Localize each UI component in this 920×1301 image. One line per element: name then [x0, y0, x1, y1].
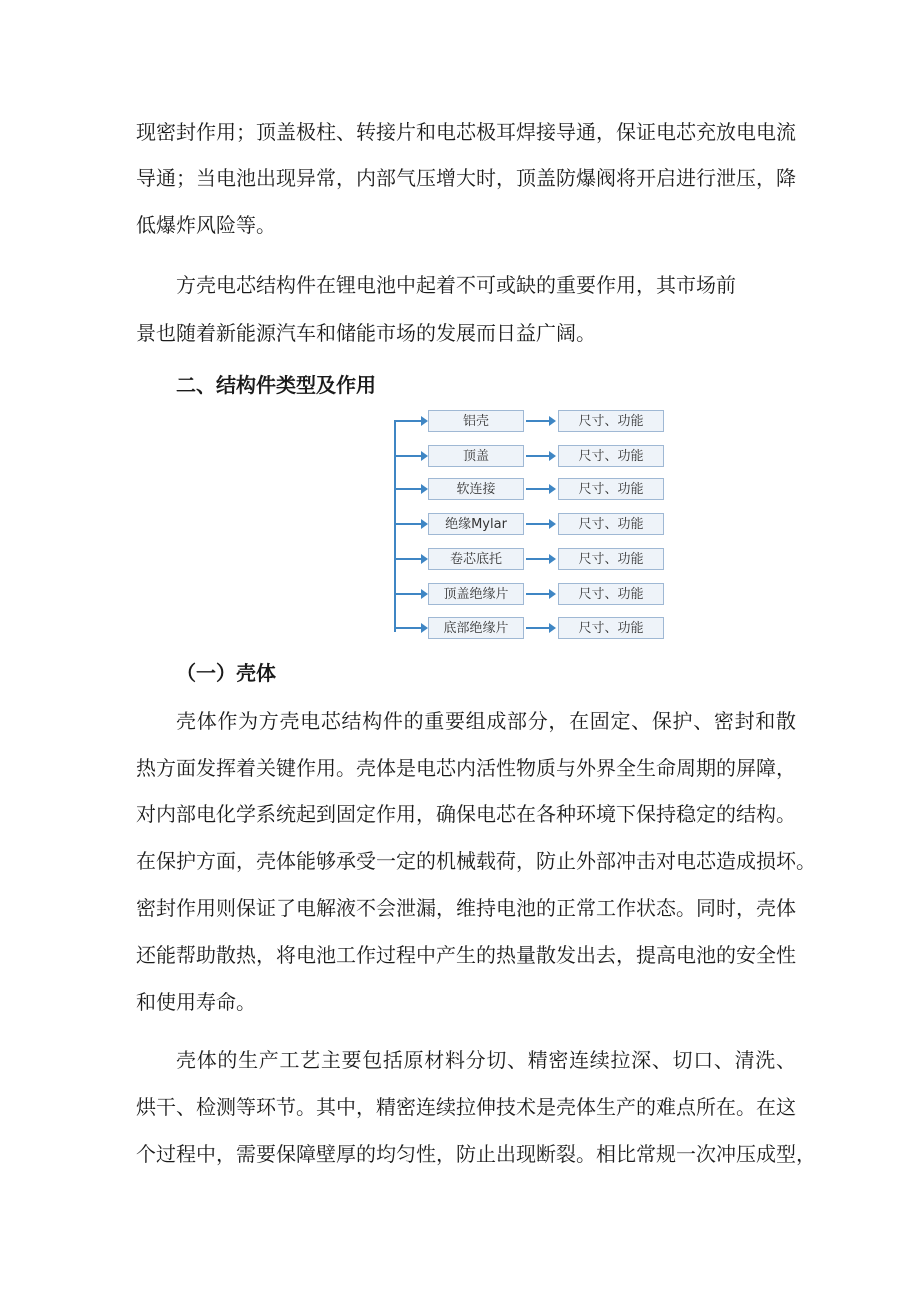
paragraph-line: 低爆炸风险等。 [136, 213, 276, 237]
paragraph-line: 景也随着新能源汽车和储能市场的发展而日益广阔。 [136, 321, 596, 345]
attribute-box: 尺寸、功能 [558, 410, 664, 432]
paragraph-line: 方壳电芯结构件在锂电池中起着不可或缺的重要作用，其市场前 [176, 273, 736, 297]
paragraph-line: 在保护方面，壳体能够承受一定的机械载荷，防止外部冲击对电芯造成损坏。 [136, 849, 816, 873]
paragraph-line: 和使用寿命。 [136, 990, 256, 1014]
attribute-arrow [526, 488, 554, 490]
paragraph-line: 对内部电化学系统起到固定作用，确保电芯在各种环境下保持稳定的结构。 [136, 802, 796, 826]
branch-arrow [394, 627, 426, 629]
attribute-arrow [526, 627, 554, 629]
paragraph-line: 烘干、检测等环节。其中，精密连续拉伸技术是壳体生产的难点所在。在这 [136, 1095, 796, 1119]
component-box: 顶盖 [428, 445, 524, 467]
attribute-box: 尺寸、功能 [558, 617, 664, 639]
paragraph-line: 壳体的生产工艺主要包括原材料分切、精密连续拉深、切口、清洗、 [176, 1048, 796, 1072]
attribute-box: 尺寸、功能 [558, 583, 664, 605]
paragraph-line: 密封作用则保证了电解液不会泄漏，维持电池的正常工作状态。同时，壳体 [136, 896, 796, 920]
attribute-box: 尺寸、功能 [558, 548, 664, 570]
branch-arrow [394, 455, 426, 457]
component-box: 顶盖绝缘片 [428, 583, 524, 605]
component-box: 软连接 [428, 478, 524, 500]
trunk-connector [394, 420, 396, 632]
attribute-box: 尺寸、功能 [558, 478, 664, 500]
subsection-heading: （一）壳体 [176, 661, 276, 685]
attribute-arrow [526, 455, 554, 457]
paragraph-line: 热方面发挥着关键作用。壳体是电芯内活性物质与外界全生命周期的屏障， [136, 756, 796, 780]
branch-arrow [394, 420, 426, 422]
branch-arrow [394, 523, 426, 525]
paragraph-line: 个过程中，需要保障壁厚的均匀性，防止出现断裂。相比常规一次冲压成型， [136, 1142, 816, 1166]
branch-arrow [394, 488, 426, 490]
section-heading: 二、结构件类型及作用 [176, 373, 376, 397]
attribute-arrow [526, 558, 554, 560]
attribute-box: 尺寸、功能 [558, 445, 664, 467]
branch-arrow [394, 593, 426, 595]
component-box: 铝壳 [428, 410, 524, 432]
attribute-arrow [526, 523, 554, 525]
paragraph-line: 还能帮助散热，将电池工作过程中产生的热量散发出去，提高电池的安全性 [136, 943, 796, 967]
paragraph-line: 现密封作用；顶盖极柱、转接片和电芯极耳焊接导通，保证电芯充放电电流 [136, 120, 796, 144]
attribute-arrow [526, 420, 554, 422]
attribute-arrow [526, 593, 554, 595]
paragraph-line: 导通；当电池出现异常，内部气压增大时，顶盖防爆阀将开启进行泄压，降 [136, 166, 796, 190]
branch-arrow [394, 558, 426, 560]
paragraph-line: 壳体作为方壳电芯结构件的重要组成部分，在固定、保护、密封和散 [176, 709, 796, 733]
component-box: 绝缘Mylar [428, 513, 524, 535]
structure-diagram [378, 404, 668, 636]
component-box: 卷芯底托 [428, 548, 524, 570]
component-box: 底部绝缘片 [428, 617, 524, 639]
attribute-box: 尺寸、功能 [558, 513, 664, 535]
